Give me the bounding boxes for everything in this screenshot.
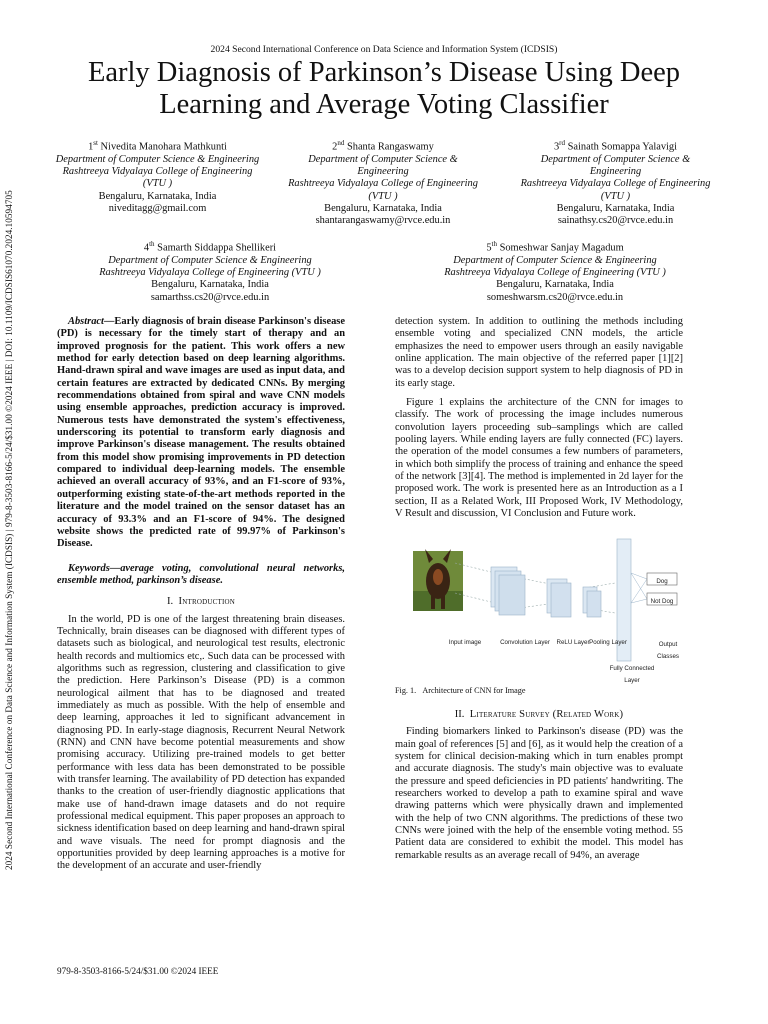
paper-title: Early Diagnosis of Parkinson’s Disease Using Deep Learning and Average Voting Classifier xyxy=(87,57,681,120)
keywords xyxy=(57,563,345,588)
intro-continued: detection system. In addition to outlining the methods including ensemble voting and specialized CNN models, the article emphasizes the need to empower users through an easily navigable online application. The main objective of the referred paper [1][2] was to a develop decision support system to help diagnosis of PD in its early stage. xyxy=(395,316,683,389)
author-email: someshwarsm.cs20@rvce.edu.in xyxy=(486,291,624,303)
author-name: Samarth Siddappa Shellikeri xyxy=(157,242,277,254)
input-dog-image xyxy=(413,549,463,611)
author-email: samarthss.cs20@rvce.edu.in xyxy=(150,291,270,303)
author-3: 3rd Sainath Somappa Yalavigi Department of Computer Science & Engineering Rashtreeya Vidyalaya College of Engineering (VTU ) Bengaluru, Karnataka, India sainathsy.cs20@rvce.edu.in xyxy=(518,137,713,228)
abstract xyxy=(57,316,345,551)
author-email: niveditagg@gmail.com xyxy=(108,202,207,214)
label-pooling-layer: Pooling Layer xyxy=(589,638,627,646)
author-4: 4th Samarth Siddappa Shellikeri Department of Computer Science & Engineering Rashtreeya Vidyalaya College of Engineering (VTU ) Bengaluru, Karnataka, India samarthss.cs20@rvce.edu.in xyxy=(75,238,345,304)
conference-header: 2024 Second International Conference on Data Science and Information System (ICDSIS) xyxy=(210,44,558,55)
left-column xyxy=(57,316,345,873)
abstract-text: Early diagnosis of brain disease Parkinson's disease (PD) is necessary for the timely start of therapy and an improved prognosis for the patient. This work offers a new method for early detection based on deep learning algorithms. Hand-drawn spiral and wave images are used as input data, and certain features are extracted by dedicated CNNs. By merging recommendations obtained from spiral and wave CNN models using ensemble approaches, prediction accuracy is improved. Numerous tests have demonstrated the system's effectiveness, underscoring its potential to transform early diagnosis and improve Parkinson's disease management. The results obtained from this model show promising improvements in PD detection compared to individual deep-learning models. The ensemble achieved an overall accuracy of 93%, and an F1-score of 93%, outperforming existing state-of-the-art methods reported in the literature and the model trained on the sensor dataset has an accuracy of 93.3% and an F1-score of 94%. The designed website shows the predicted rate of 99.97% of Parkinson's Disease. xyxy=(57,316,345,550)
author-email: sainathsy.cs20@rvce.edu.in xyxy=(557,215,674,227)
author-name: Shanta Rangaswamy xyxy=(346,141,434,153)
label-dog: Dog xyxy=(656,577,668,585)
label-input-image: Input image xyxy=(448,638,482,646)
intro-paragraph-2: Figure 1 explains the architecture of the CNN for images to classify. The work of processing the image includes numerous convolution layers proceeding sub–samplings which are called pooling layers. While ending layers are fully connected (FC) layers. the operation of the model consumes a few numbers of parameters, in which both simplify the process of training and enhance the speed of the network [3][4]. The method is implemented in 2d layer for the proposed work. The work is presented here as an Introduction as a I section, II as a Related Work, III Proposed Work, IV Methodology, V Result and discussion, VI Conclusion and Future work. xyxy=(395,397,683,520)
relu-layer-blocks xyxy=(547,579,571,617)
convolution-layer-blocks xyxy=(491,567,525,615)
abstract-label: Abstract— xyxy=(68,316,115,327)
label-fully-connected: Fully Connected Layer xyxy=(609,664,655,684)
label-not-dog: Not Dog xyxy=(650,597,674,605)
author-1: 1st Nivedita Manohara Mathkunti Department of Computer Science & Engineering Rashtreeya Vidyalaya College of Engineering (VTU ) Bengaluru, Karnataka, India niveditagg@gmail.com xyxy=(55,139,260,214)
fc-connections xyxy=(631,573,647,603)
keywords-text: average voting, convolutional neural networks, ensemble method, parkinson’s disease. xyxy=(57,562,345,586)
pooling-layer-blocks xyxy=(583,587,601,617)
section-heading-literature-survey: II. Literature Survey (Related Work) xyxy=(454,708,624,720)
section-heading-introduction: I. Introduction xyxy=(167,596,235,608)
figure-caption: Fig. 1. Architecture of CNN for Image xyxy=(395,685,526,695)
author-email: shantarangaswamy@rvce.edu.in xyxy=(315,215,451,227)
label-convolution-layer: Convolution Layer xyxy=(500,638,550,646)
label-output-classes: Output Classes xyxy=(656,640,679,660)
copyright-footer: 979-8-3503-8166-5/24/$31.00 ©2024 IEEE xyxy=(57,966,219,976)
right-column xyxy=(395,316,683,862)
label-relu-layer: ReLU Layer xyxy=(556,638,590,646)
intro-paragraph: In the world, PD is one of the largest threatening brain diseases. Technically, brain diseases can be diagnosed with different types of datasets such as biological, and neurological test results, electronic health records and multiomics etc,. Such data can be processed with algorithms such as regression, clustering and classification to give the prediction. Here Parkinson’s Disease (PD) is a common neurological ailment that has to be diagnosed and treated immediately as much as possible. With the help of ensemble and deep learning, approaches it led to significant advancement in diagnosing PD. In early-stage diagnosis, Recurrent Neural Network (RNN) and CNN have become potential measurements and show promising accuracy. Utilizing pre-trained models to get better performance with less data has been demonstrated to be possible with transfer learning. The availability of PD detection has expanded thanks to the creation of user-friendly diagnostic applications that make use of hand-drawn image datasets and do not require professional medical equipment. This paper proposes an approach to sickness identification based on deep learning and hand-drawn spiral and wave visuals. The need for prompt diagnosis and the opportunities provided by deep learning approaches is a motive for the development of an accurate and user-friendly xyxy=(57,613,345,872)
cnn-diagram xyxy=(395,533,683,683)
author-2: 2nd Shanta Rangaswamy Department of Computer Science & Engineering Rashtreeya Vidyalaya College of Engineering (VTU ) Bengaluru, Karnataka, India shantarangaswamy@rvce.edu.in xyxy=(288,139,478,227)
author-5: 5th Someshwar Sanjay Magadum Department of Computer Science & Engineering Rashtreeya Vidyalaya College of Engineering (VTU ) Bengaluru, Karnataka, India someshwarsm.cs20@rvce.edu.in xyxy=(420,238,690,304)
author-name: Nivedita Manohara Mathkunti xyxy=(100,141,227,153)
figure-cnn-architecture xyxy=(395,533,683,683)
author-name: Someshwar Sanjay Magadum xyxy=(499,242,624,254)
author-name: Sainath Somappa Yalavigi xyxy=(567,141,678,153)
literature-paragraph: Finding biomarkers linked to Parkinson's disease (PD) was the main goal of references [5] and [6], as it would help the creation of a system for clinical decision-making which in turn enables prompt and accurate diagnosis. The study's main objective was to evaluate the pressure and speed deficiencies in PD patients' handwriting. The researchers worked to develop a path to examine spiral and wave drawing patterns which were physically drawn and implemented with the help of two CNN algorithms. The predictions of these two CNNs were joined with the help of the ensemble voting method. 55 Patient data are considered to exhibit the model. This model has remarkable results as an average recall of 94%, an average xyxy=(395,726,683,861)
keywords-label: Keywords— xyxy=(68,562,121,574)
